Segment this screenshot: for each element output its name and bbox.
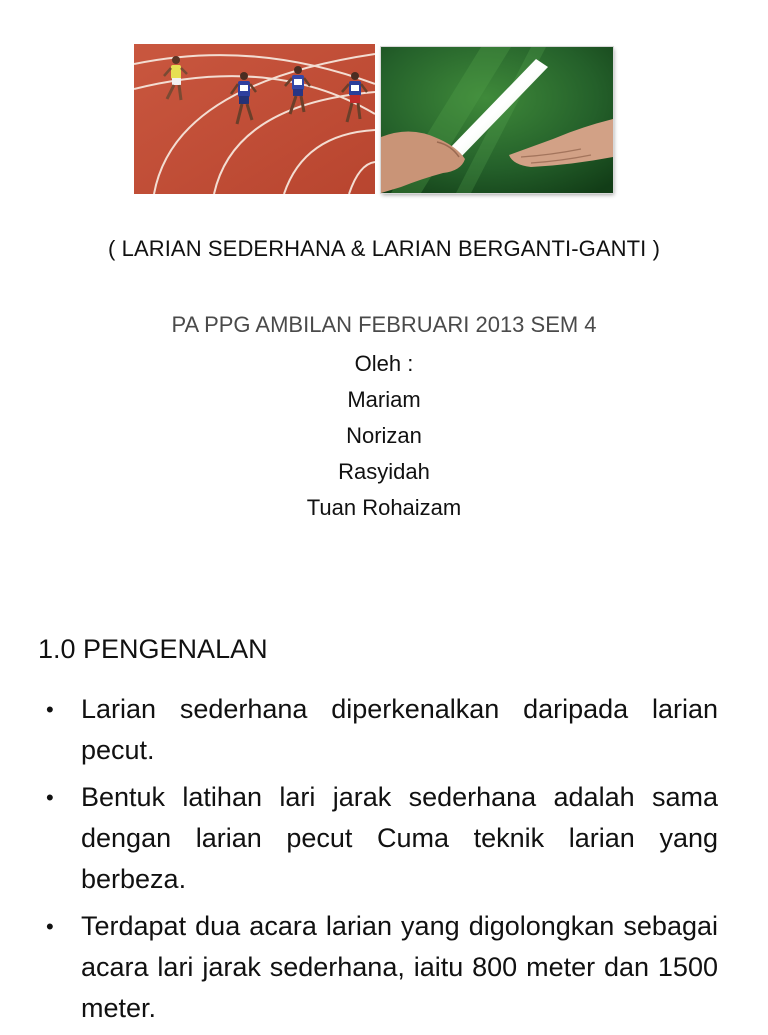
author-name: Tuan Rohaizam <box>306 495 462 520</box>
list-item <box>44 777 718 900</box>
runners-on-track-photo <box>134 44 375 194</box>
runners-on-track-icon <box>134 44 375 194</box>
bullet-icon: • <box>46 785 54 810</box>
bullet-list <box>44 689 718 1035</box>
list-item <box>44 906 718 1029</box>
by-label: Oleh : <box>354 351 414 376</box>
bullet-icon: • <box>46 914 54 939</box>
relay-baton-handoff-photo <box>381 47 613 193</box>
document-subtitle: ( LARIAN SEDERHANA & LARIAN BERGANTI-GANTI ) <box>107 236 661 261</box>
relay-baton-handoff-icon <box>381 47 613 193</box>
author-name: Rasyidah <box>338 459 430 484</box>
list-item <box>44 689 718 771</box>
author-name: Mariam <box>347 387 421 412</box>
authors-list <box>0 346 768 526</box>
course-line: PA PPG AMBILAN FEBRUARI 2013 SEM 4 <box>171 312 597 337</box>
bullet-text: Bentuk latihan lari jarak sederhana adalah sama dengan larian pecut Cuma teknik larian yang berbeza. <box>81 782 718 894</box>
bullet-icon: • <box>46 697 54 722</box>
section-heading: 1.0 PENGENALAN <box>38 634 268 664</box>
author-name: Norizan <box>346 423 422 448</box>
bullet-text: Larian sederhana diperkenalkan daripada larian pecut. <box>81 694 718 765</box>
bullet-text: Terdapat dua acara larian yang digolongkan sebagai acara lari jarak sederhana, iaitu 800 meter dan 1500 meter. <box>81 911 718 1023</box>
